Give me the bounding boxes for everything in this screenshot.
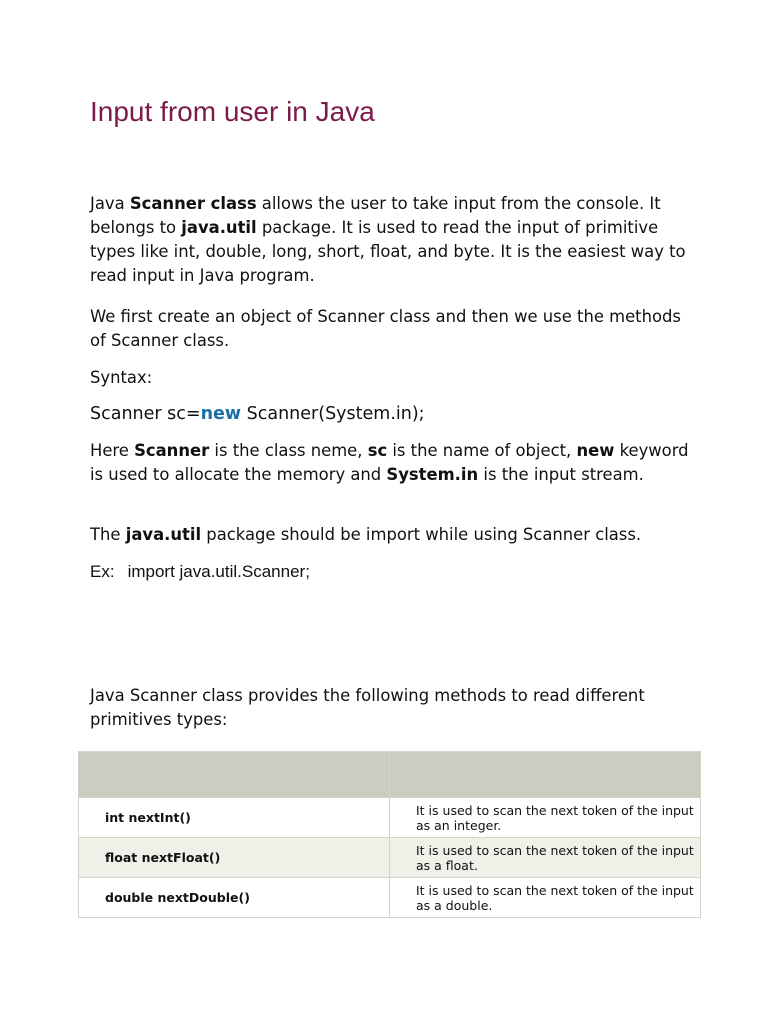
- example-code: import java.util.Scanner;: [127, 562, 310, 581]
- explain-text: Here: [90, 441, 135, 460]
- intro-text: Java: [90, 194, 130, 213]
- example-label: Ex:: [90, 562, 115, 581]
- explain-text: keyword is used to allocate the memory and: [90, 441, 689, 484]
- intro-text: package. It is used to read the input of primitive types like int, double, long, short, float, and byte. It is the easiest way to read input in Java program.: [90, 218, 686, 285]
- intro-bold-java-util: java.util: [181, 218, 257, 237]
- import-text: package should be import while using Scanner class.: [201, 525, 642, 544]
- import-bold-java-util: java.util: [125, 525, 202, 544]
- method-description-cell: It is used to scan the next token of the input as a float.: [390, 838, 701, 878]
- method-description-cell: It is used to scan the next token of the input as an integer.: [390, 798, 701, 838]
- table-header-row: [79, 752, 701, 798]
- code-text: Scanner(System.in);: [241, 404, 425, 424]
- import-text: The: [90, 525, 126, 544]
- import-note-paragraph: [90, 523, 690, 547]
- intro-paragraph: [90, 192, 690, 288]
- explain-text: is the name of object,: [387, 441, 577, 460]
- explain-text: is the input stream.: [478, 465, 644, 484]
- intro-bold-scanner-class: Scanner class: [129, 194, 257, 213]
- code-keyword-new: new: [200, 404, 242, 424]
- table-row: [79, 838, 701, 878]
- explain-bold-scanner: Scanner: [134, 441, 210, 460]
- create-object-paragraph: We first create an object of Scanner class and then we use the methods of Scanner class.: [90, 307, 681, 350]
- table-header-cell: [390, 752, 701, 798]
- method-name-cell: float nextFloat(): [79, 838, 390, 878]
- explain-bold-system-in: System.in: [386, 465, 479, 484]
- explain-bold-new: new: [576, 441, 615, 460]
- code-text: Scanner sc=: [90, 404, 201, 424]
- syntax-code: [90, 402, 690, 426]
- table-row: [79, 798, 701, 838]
- table-row: [79, 878, 701, 918]
- table-header-cell: [79, 752, 390, 798]
- method-description-cell: It is used to scan the next token of the input as a double.: [390, 878, 701, 918]
- intro-text: allows the user to take input from the console. It belongs to: [90, 194, 661, 237]
- method-name-cell: int nextInt(): [79, 798, 390, 838]
- syntax-label: Syntax:: [90, 368, 153, 387]
- methods-table: [78, 751, 701, 918]
- explain-text: is the class neme,: [209, 441, 368, 460]
- explanation-paragraph: [90, 439, 690, 487]
- example-line: [90, 560, 690, 584]
- methods-intro-paragraph: Java Scanner class provides the following methods to read different primitives types:: [90, 686, 645, 729]
- page-title: Input from user in Java: [90, 96, 375, 127]
- method-name-cell: double nextDouble(): [79, 878, 390, 918]
- explain-bold-sc: sc: [367, 441, 388, 460]
